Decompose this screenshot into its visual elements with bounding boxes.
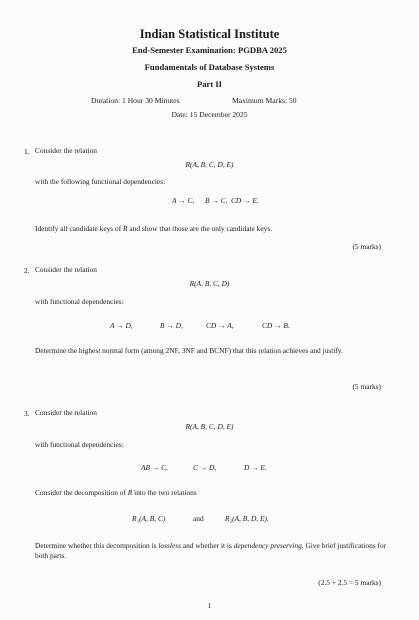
- q2-relation: R(A, B, C, D): [189, 279, 230, 288]
- q3-decomposition: Consider the decomposition of R into the two relations: [35, 488, 197, 497]
- q1-relation: R(A, B, C, D, E): [185, 160, 234, 169]
- q3-number: 3.: [24, 409, 30, 418]
- q3-r1: R₁(A, B, C): [132, 514, 166, 523]
- q3-relation: R(A, B, C, D, E): [185, 422, 234, 431]
- q2-fd-2: B → D,: [160, 321, 183, 330]
- q2-marks: (5 marks): [352, 382, 381, 391]
- q2-fd-1: A → D,: [110, 321, 133, 330]
- q3-fd-3: D → E.: [244, 463, 267, 472]
- q3-fd-1: AB → C,: [141, 463, 168, 472]
- q3-fd-2: C → D,: [193, 463, 217, 472]
- q3-and: and: [193, 514, 204, 523]
- q1-fd-2: B → C,: [205, 196, 228, 205]
- q2-fd-intro: with functional dependencies:: [35, 297, 124, 306]
- exam-title: End-Semester Examination: PGDBA 2025: [132, 45, 287, 55]
- q1-fd-3: CD → E.: [231, 196, 259, 205]
- duration: Duration: 1 Hour 30 Minutes: [91, 96, 180, 105]
- q3-r2: R₂(A, B, D, E).: [225, 514, 269, 523]
- page-number: 1: [207, 601, 212, 610]
- q3-intro: Consider the relation: [35, 408, 97, 417]
- q1-number: 1.: [24, 147, 30, 156]
- q3-task: Determine whether this decomposition is lossless and whether it is dependency preserving. Give brief justifications for both parts.: [35, 541, 387, 560]
- q2-task: Determine the highest normal form (among 2NF, 3NF and BCNF) that this relation achieves and justify.: [35, 346, 343, 355]
- q1-marks: (5 marks): [352, 242, 381, 251]
- exam-date: Date: 15 December 2025: [171, 110, 248, 119]
- q2-number: 2.: [24, 266, 30, 275]
- max-marks: Maximum Marks: 50: [232, 96, 297, 105]
- q2-fd-3: CD → A,: [206, 321, 234, 330]
- q1-intro: Consider the relation: [35, 146, 97, 155]
- q2-fd-4: CD → B.: [262, 321, 290, 330]
- q3-marks: (2.5 + 2.5 = 5 marks): [318, 578, 381, 587]
- q2-intro: Consider the relation: [35, 265, 97, 274]
- course-title: Fundamentals of Database Systems: [144, 62, 275, 72]
- q1-fd-intro: with the following functional dependencies:: [35, 177, 166, 186]
- q1-task: Identify all candidate keys of R and show that those are the only candidate keys.: [35, 224, 273, 233]
- part-label: Part II: [196, 79, 223, 89]
- q1-fd-1: A → C,: [172, 196, 195, 205]
- institute-name: Indian Statistical Institute: [139, 27, 280, 41]
- q3-fd-intro: with functional dependencies:: [35, 440, 124, 449]
